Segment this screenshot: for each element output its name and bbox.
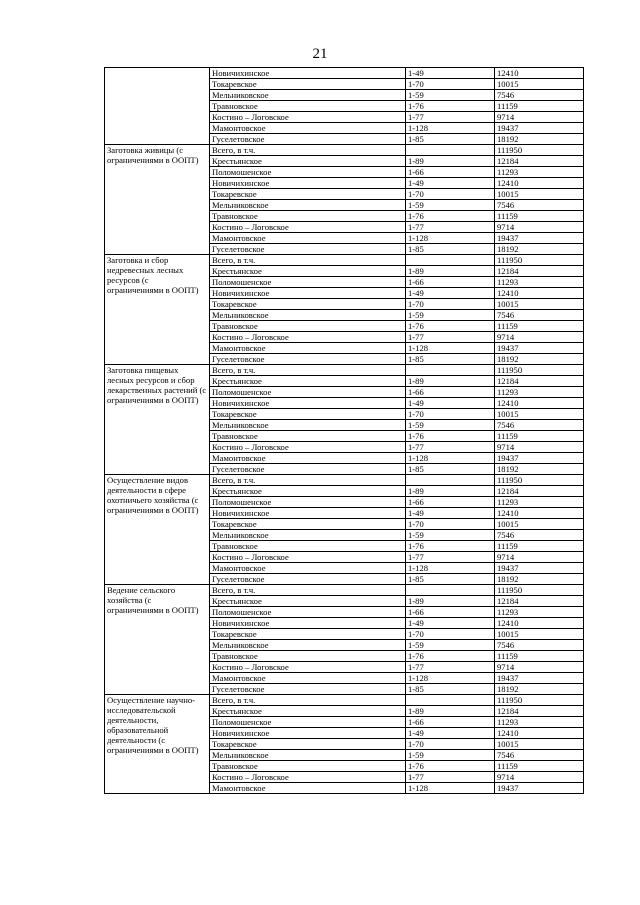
quarter-range-cell: 1-77 [406,772,495,783]
quarter-range-cell: 1-77 [406,442,495,453]
area-cell: 11159 [495,541,584,552]
area-cell: 9714 [495,112,584,123]
forestry-name-cell: Костино – Логовское [210,442,406,453]
activity-type-cell: Осуществление видов деятельности в сфере охотничьего хозяйства (с ограничениями в ООПТ) [105,475,210,585]
quarter-range-cell: 1-85 [406,244,495,255]
area-cell: 11293 [495,497,584,508]
forestry-name-cell: Поломошенское [210,717,406,728]
forestry-name-cell: Крестьянское [210,266,406,277]
forestry-name-cell: Костино – Логовское [210,772,406,783]
forestry-name-cell: Травновское [210,541,406,552]
activity-type-cell: Ведение сельского хозяйства (с ограничениями в ООПТ) [105,585,210,695]
area-cell: 111950 [495,585,584,596]
quarter-range-cell: 1-70 [406,409,495,420]
area-cell: 19437 [495,343,584,354]
forestry-name-cell: Токаревское [210,79,406,90]
forestry-name-cell: Новичихинское [210,68,406,79]
area-cell: 12410 [495,398,584,409]
quarter-range-cell: 1-76 [406,651,495,662]
area-cell: 11293 [495,277,584,288]
area-cell: 19437 [495,453,584,464]
area-cell: 12184 [495,266,584,277]
quarter-range-cell: 1-89 [406,266,495,277]
area-cell: 10015 [495,79,584,90]
area-cell: 12410 [495,178,584,189]
forestry-name-cell: Поломошенское [210,387,406,398]
forestry-name-cell: Крестьянское [210,596,406,607]
quarter-range-cell: 1-76 [406,101,495,112]
quarter-range-cell [406,145,495,156]
forestry-name-cell: Токаревское [210,189,406,200]
quarter-range-cell: 1-89 [406,376,495,387]
forestry-name-cell: Токаревское [210,409,406,420]
forestry-name-cell: Гуселетовское [210,684,406,695]
quarter-range-cell: 1-49 [406,398,495,409]
quarter-range-cell: 1-49 [406,508,495,519]
quarter-range-cell: 1-59 [406,530,495,541]
area-cell: 12410 [495,288,584,299]
forestry-name-cell: Костино – Логовское [210,552,406,563]
forestry-name-cell: Поломошенское [210,167,406,178]
quarter-range-cell [406,475,495,486]
forestry-name-cell: Всего, в т.ч. [210,695,406,706]
quarter-range-cell: 1-70 [406,629,495,640]
quarter-range-cell: 1-77 [406,222,495,233]
table-row [105,145,584,156]
activity-type-cell: Осуществление научно-исследовательской деятельности, образовательной деятельности (с ограничениями в ООПТ) [105,695,210,794]
forestry-name-cell: Гуселетовское [210,244,406,255]
area-cell: 11293 [495,167,584,178]
quarter-range-cell: 1-49 [406,178,495,189]
forestry-name-cell: Токаревское [210,519,406,530]
area-cell: 18192 [495,244,584,255]
area-cell: 12410 [495,618,584,629]
forestry-name-cell: Костино – Логовское [210,662,406,673]
quarter-range-cell [406,695,495,706]
quarter-range-cell: 1-49 [406,288,495,299]
forestry-name-cell: Гуселетовское [210,464,406,475]
area-cell: 11159 [495,761,584,772]
area-cell: 7546 [495,200,584,211]
forestry-name-cell: Мельниковское [210,530,406,541]
area-cell: 10015 [495,629,584,640]
quarter-range-cell: 1-77 [406,552,495,563]
activity-type-cell: Заготовка и сбор недревесных лесных ресурсов (с ограничениями в ООПТ) [105,255,210,365]
activity-type-cell [105,68,210,145]
forestry-name-cell: Мельниковское [210,750,406,761]
forestry-name-cell: Гуселетовское [210,134,406,145]
forestry-name-cell: Поломошенское [210,607,406,618]
forestry-name-cell: Всего, в т.ч. [210,365,406,376]
quarter-range-cell: 1-77 [406,332,495,343]
quarter-range-cell: 1-70 [406,79,495,90]
area-cell: 19437 [495,563,584,574]
forestry-name-cell: Новичихинское [210,398,406,409]
quarter-range-cell: 1-76 [406,761,495,772]
area-cell: 11159 [495,431,584,442]
quarter-range-cell [406,585,495,596]
quarter-range-cell: 1-89 [406,706,495,717]
quarter-range-cell: 1-70 [406,739,495,750]
area-cell: 10015 [495,409,584,420]
quarter-range-cell: 1-85 [406,464,495,475]
area-cell: 19437 [495,673,584,684]
forestry-name-cell: Всего, в т.ч. [210,145,406,156]
forestry-name-cell: Травновское [210,431,406,442]
quarter-range-cell: 1-59 [406,750,495,761]
area-cell: 11159 [495,211,584,222]
area-cell: 11159 [495,651,584,662]
area-cell: 7546 [495,310,584,321]
forestry-name-cell: Токаревское [210,299,406,310]
area-cell: 9714 [495,442,584,453]
quarter-range-cell: 1-70 [406,299,495,310]
quarter-range-cell: 1-59 [406,420,495,431]
page-number: 21 [312,46,328,62]
forestry-name-cell: Всего, в т.ч. [210,475,406,486]
forestry-table-body [105,68,584,794]
forestry-name-cell: Токаревское [210,739,406,750]
forestry-name-cell: Мельниковское [210,640,406,651]
quarter-range-cell [406,255,495,266]
area-cell: 7546 [495,640,584,651]
area-cell: 18192 [495,134,584,145]
table-row [105,585,584,596]
area-cell: 7546 [495,530,584,541]
forestry-name-cell: Мамонтовское [210,673,406,684]
forestry-name-cell: Крестьянское [210,376,406,387]
area-cell: 10015 [495,189,584,200]
forestry-name-cell: Поломошенское [210,497,406,508]
area-cell: 111950 [495,145,584,156]
forestry-name-cell: Новичихинское [210,618,406,629]
table-row [105,255,584,266]
area-cell: 10015 [495,519,584,530]
quarter-range-cell [406,365,495,376]
forestry-name-cell: Костино – Логовское [210,112,406,123]
quarter-range-cell: 1-59 [406,310,495,321]
activity-type-cell: Заготовка живицы (с ограничениями в ООПТ) [105,145,210,255]
area-cell: 18192 [495,354,584,365]
area-cell: 19437 [495,233,584,244]
forestry-name-cell: Мельниковское [210,200,406,211]
area-cell: 111950 [495,475,584,486]
quarter-range-cell: 1-128 [406,343,495,354]
area-cell: 111950 [495,255,584,266]
quarter-range-cell: 1-59 [406,640,495,651]
quarter-range-cell: 1-66 [406,717,495,728]
quarter-range-cell: 1-128 [406,673,495,684]
area-cell: 11159 [495,321,584,332]
quarter-range-cell: 1-49 [406,618,495,629]
forestry-name-cell: Гуселетовское [210,354,406,365]
forestry-name-cell: Мамонтовское [210,233,406,244]
forestry-name-cell: Костино – Логовское [210,222,406,233]
forestry-name-cell: Крестьянское [210,156,406,167]
area-cell: 11293 [495,387,584,398]
area-cell: 18192 [495,574,584,585]
area-cell: 12184 [495,376,584,387]
table-row [105,68,584,79]
forestry-name-cell: Мамонтовское [210,783,406,794]
forestry-name-cell: Травновское [210,101,406,112]
area-cell: 7546 [495,750,584,761]
quarter-range-cell: 1-76 [406,321,495,332]
activity-type-cell: Заготовка пищевых лесных ресурсов и сбор лекарственных растений (с ограничениями в ООПТ) [105,365,210,475]
area-cell: 9714 [495,772,584,783]
area-cell: 7546 [495,90,584,101]
forestry-name-cell: Токаревское [210,629,406,640]
area-cell: 9714 [495,332,584,343]
forestry-name-cell: Всего, в т.ч. [210,585,406,596]
quarter-range-cell: 1-76 [406,431,495,442]
area-cell: 12184 [495,706,584,717]
quarter-range-cell: 1-77 [406,112,495,123]
quarter-range-cell: 1-77 [406,662,495,673]
quarter-range-cell: 1-85 [406,134,495,145]
quarter-range-cell: 1-89 [406,156,495,167]
forestry-name-cell: Новичихинское [210,728,406,739]
quarter-range-cell: 1-128 [406,783,495,794]
quarter-range-cell: 1-89 [406,486,495,497]
forestry-name-cell: Мамонтовское [210,563,406,574]
quarter-range-cell: 1-76 [406,541,495,552]
forestry-name-cell: Новичихинское [210,288,406,299]
quarter-range-cell: 1-66 [406,277,495,288]
forestry-name-cell: Травновское [210,761,406,772]
area-cell: 111950 [495,695,584,706]
quarter-range-cell: 1-89 [406,596,495,607]
forestry-name-cell: Мамонтовское [210,343,406,354]
area-cell: 7546 [495,420,584,431]
quarter-range-cell: 1-49 [406,728,495,739]
quarter-range-cell: 1-70 [406,189,495,200]
area-cell: 18192 [495,464,584,475]
area-cell: 111950 [495,365,584,376]
quarter-range-cell: 1-85 [406,354,495,365]
area-cell: 9714 [495,662,584,673]
area-cell: 9714 [495,552,584,563]
area-cell: 9714 [495,222,584,233]
forestry-name-cell: Новичихинское [210,178,406,189]
forestry-name-cell: Костино – Логовское [210,332,406,343]
quarter-range-cell: 1-66 [406,167,495,178]
forestry-name-cell: Травновское [210,321,406,332]
forestry-name-cell: Травновское [210,211,406,222]
area-cell: 12410 [495,728,584,739]
area-cell: 11293 [495,717,584,728]
area-cell: 10015 [495,299,584,310]
quarter-range-cell: 1-85 [406,684,495,695]
area-cell: 12184 [495,156,584,167]
table-row [105,695,584,706]
quarter-range-cell: 1-70 [406,519,495,530]
table-row [105,475,584,486]
quarter-range-cell: 1-128 [406,453,495,464]
area-cell: 12410 [495,68,584,79]
quarter-range-cell: 1-85 [406,574,495,585]
forestry-name-cell: Мельниковское [210,90,406,101]
forestry-name-cell: Мельниковское [210,310,406,321]
quarter-range-cell: 1-128 [406,233,495,244]
quarter-range-cell: 1-66 [406,607,495,618]
forestry-name-cell: Крестьянское [210,706,406,717]
area-cell: 12184 [495,486,584,497]
forestry-name-cell: Мамонтовское [210,123,406,134]
quarter-range-cell: 1-66 [406,497,495,508]
quarter-range-cell: 1-49 [406,68,495,79]
forestry-name-cell: Травновское [210,651,406,662]
forestry-name-cell: Гуселетовское [210,574,406,585]
forestry-name-cell: Всего, в т.ч. [210,255,406,266]
quarter-range-cell: 1-128 [406,563,495,574]
area-cell: 12184 [495,596,584,607]
area-cell: 12410 [495,508,584,519]
area-cell: 11159 [495,101,584,112]
forestry-name-cell: Мельниковское [210,420,406,431]
area-cell: 19437 [495,783,584,794]
quarter-range-cell: 1-76 [406,211,495,222]
forestry-table [104,67,584,794]
area-cell: 19437 [495,123,584,134]
table-row [105,365,584,376]
quarter-range-cell: 1-59 [406,90,495,101]
forestry-name-cell: Новичихинское [210,508,406,519]
quarter-range-cell: 1-66 [406,387,495,398]
forestry-name-cell: Мамонтовское [210,453,406,464]
quarter-range-cell: 1-128 [406,123,495,134]
area-cell: 18192 [495,684,584,695]
quarter-range-cell: 1-59 [406,200,495,211]
forestry-name-cell: Поломошенское [210,277,406,288]
area-cell: 11293 [495,607,584,618]
forestry-name-cell: Крестьянское [210,486,406,497]
area-cell: 10015 [495,739,584,750]
